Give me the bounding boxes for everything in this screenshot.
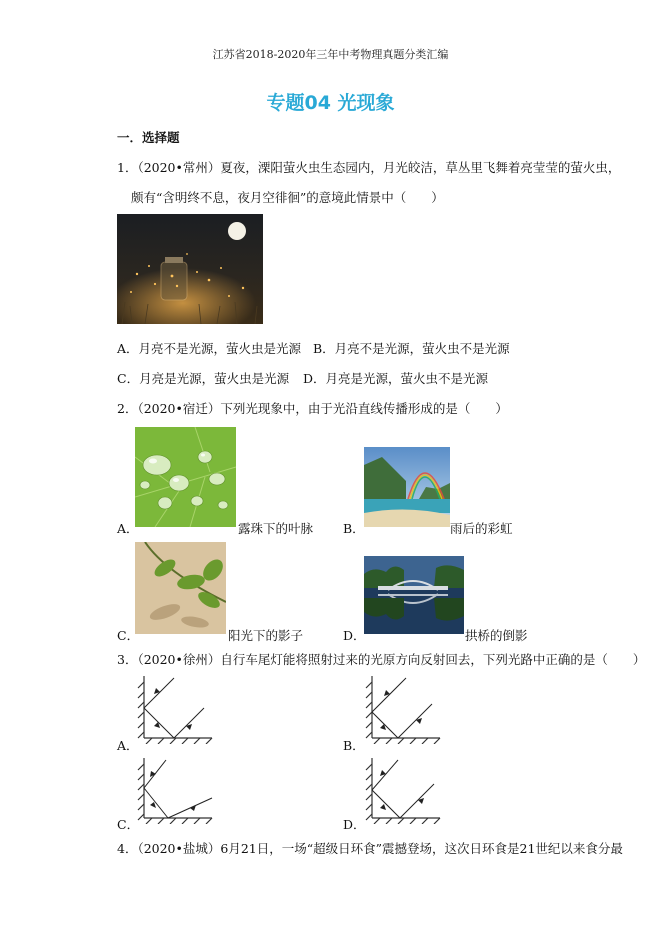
question-1-line-1: 1．（2020•常州）夏夜，溧阳萤火虫生态园内，月光皎洁，草丛里飞舞着亮莹莹的萤火虫， (117, 160, 621, 175)
firefly-jar-photo (117, 214, 263, 324)
page-title: 专题04 光现象 (266, 92, 395, 114)
q2-option-d-text: 拱桥的倒影 (465, 628, 528, 643)
q3-option-a: A． (117, 738, 139, 753)
question-2-line-1: 2．（2020•宿迁）下列光现象中，由于光沿直线传播形成的是（ ） (117, 401, 508, 416)
q2-option-d-letter: D． (343, 628, 366, 643)
q1-option-c: C．月亮是光源，萤火虫是光源 (117, 371, 290, 386)
question-3-line-1: 3．（2020•徐州）自行车尾灯能将照射过来的光原方向反射回去，下列光路中正确的是（ ） (117, 652, 646, 667)
dewdrop-leaf-photo (135, 427, 236, 527)
section-heading: 一．选择题 (117, 130, 180, 145)
q3-diagram-d (362, 754, 442, 824)
q1-option-a: A．月亮不是光源，萤火虫是光源 (117, 341, 302, 356)
q2-option-b-text: 雨后的彩虹 (450, 521, 513, 536)
question-4-line-1: 4．（2020•盐城）6月21日，一场“超级日环食”震撼登场，这次日环食是21世纪以来食分最 (117, 841, 623, 856)
q3-option-c: C． (117, 817, 140, 832)
q2-option-a-letter: A． (117, 521, 139, 536)
q2-option-c-text: 阳光下的影子 (228, 628, 304, 643)
q2-option-a-text: 露珠下的叶脉 (238, 521, 314, 536)
arch-bridge-reflection-photo (364, 556, 464, 634)
question-1-line-2: 颇有“含明终不息，夜月空徘徊”的意境此情景中（ ） (131, 190, 444, 205)
q3-option-d: D． (343, 817, 366, 832)
q1-option-b: B．月亮不是光源，萤火虫不是光源 (313, 341, 510, 356)
page-header: 江苏省2018-2020年三年中考物理真题分类汇编 (212, 48, 449, 61)
q2-option-c-letter: C． (117, 628, 140, 643)
q1-option-d: D．月亮是光源，萤火虫不是光源 (303, 371, 489, 386)
q3-diagram-c (134, 754, 214, 824)
leaf-shadow-photo (135, 542, 226, 634)
q3-option-b: B． (343, 738, 365, 753)
q3-diagram-a (134, 672, 214, 744)
rainbow-beach-photo (364, 447, 450, 527)
q3-diagram-b (362, 672, 442, 744)
q2-option-b-letter: B． (343, 521, 365, 536)
